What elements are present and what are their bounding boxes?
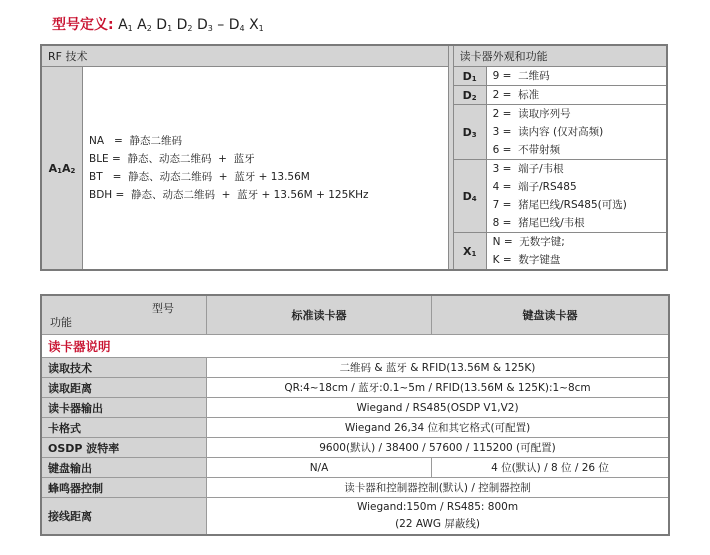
col-keypad-reader: 键盘读卡器 — [432, 295, 670, 335]
table-row — [41, 438, 669, 458]
row-value-keypad: 4 位(默认) / 8 位 / 26 位 — [432, 458, 670, 478]
row-label: 接线距离 — [41, 498, 207, 536]
table-row — [41, 458, 669, 478]
row-label: 蜂鸣器控制 — [41, 478, 207, 498]
row-value: QR:4~18cm / 蓝牙:0.1~5m / RFID(13.56M & 125K):1~8cm — [207, 378, 670, 398]
group-x1-values: N = 无数字键; K = 数字键盘 — [486, 233, 667, 271]
col-standard-reader: 标准读卡器 — [207, 295, 432, 335]
model-code-part: $D_1$ — [151, 17, 173, 33]
table-row — [41, 498, 669, 536]
rf-header: RF 技术 — [41, 45, 448, 67]
row-label: 读取技术 — [41, 358, 207, 378]
title-label: 型号定义: — [52, 17, 114, 33]
model-code-part: $A_2$ — [132, 17, 152, 33]
corner-model-label: 型号 — [152, 302, 174, 315]
rf-option-bt: BT = 静态、动态二维码 + 蓝牙 + 13.56M — [89, 171, 310, 183]
row-label: 读取距离 — [41, 378, 207, 398]
row-label: 卡格式 — [41, 418, 207, 438]
table-row — [41, 358, 669, 378]
corner-function-label: 功能 — [50, 316, 72, 329]
wiring-cable-line: (22 AWG 屏蔽线) — [395, 518, 480, 530]
group-d4-values: 3 = 端子/韦根 4 = 端子/RS485 7 = 猪尾巴线/RS485(可选) 8 = 猪尾巴线/韦根 — [486, 160, 667, 233]
model-definition-title — [52, 14, 264, 34]
row-value: Wiegand 26,34 位和其它格式(可配置) — [207, 418, 670, 438]
model-code-part: $D_2$ — [172, 17, 193, 33]
table-row — [41, 398, 669, 418]
group-key-x1: $X_1$ — [453, 233, 486, 271]
group-d2-values: 2 = 标准 — [486, 86, 667, 105]
reader-spec-table — [40, 294, 670, 536]
group-d3-values: 2 = 读取序列号 3 = 读内容 (仅对高频) 6 = 不带射频 — [486, 105, 667, 160]
group-key-d4: $D_4$ — [453, 160, 486, 233]
row-label: 键盘输出 — [41, 458, 207, 478]
group-key-d3: $D_3$ — [453, 105, 486, 160]
group-key-d1: $D_1$ — [453, 67, 486, 86]
row-value: Wiegand / RS485(OSDP V1,V2) — [207, 398, 670, 418]
appearance-header: 读卡器外观和功能 — [453, 45, 667, 67]
rf-key: $A_1A_2$ — [41, 67, 83, 271]
table-row — [41, 478, 669, 498]
model-code-part: $X_1$ — [244, 17, 264, 33]
rf-option-na: NA = 静态二维码 — [89, 135, 183, 147]
wiring-distance-line: Wiegand:150m / RS485: 800m — [356, 501, 519, 513]
model-code-part: – $D_4$ — [212, 17, 245, 33]
row-value: 9600(默认) / 38400 / 57600 / 115200 (可配置) — [207, 438, 670, 458]
row-value: 读卡器和控制器控制(默认) / 控制器控制 — [207, 478, 670, 498]
model-code-part: $A_1$ — [118, 17, 133, 33]
group-d1-values: 9 = 二维码 — [486, 67, 667, 86]
model-code-table — [40, 44, 668, 271]
row-value: 二维码 & 蓝牙 & RFID(13.56M & 125K) — [207, 358, 670, 378]
rf-option-ble: BLE = 静态、动态二维码 + 蓝牙 — [89, 153, 255, 165]
row-label: 读卡器输出 — [41, 398, 207, 418]
table-row — [41, 378, 669, 398]
model-code-part: $D_3$ — [192, 17, 213, 33]
row-value-standard: N/A — [207, 458, 432, 478]
rf-options — [83, 67, 449, 271]
section-title: 读卡器说明 — [41, 335, 669, 358]
table-row — [41, 418, 669, 438]
row-value — [207, 498, 670, 536]
model-code — [118, 17, 264, 33]
header-corner — [41, 295, 207, 335]
row-label: OSDP 波特率 — [41, 438, 207, 458]
group-key-d2: $D_2$ — [453, 86, 486, 105]
rf-option-bdh: BDH = 静态、动态二维码 + 蓝牙 + 13.56M + 125KHz — [89, 189, 369, 201]
